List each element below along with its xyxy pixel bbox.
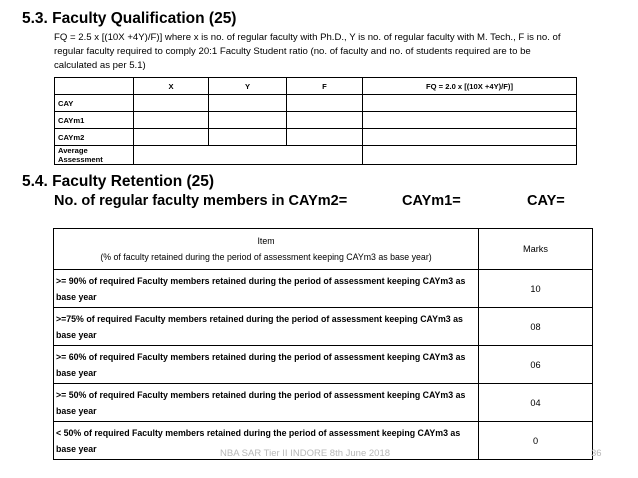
table-cell xyxy=(134,146,363,165)
criterion-cell: < 50% of required Faculty members retained during the period of assessment keeping CAYm3 as base year xyxy=(54,422,479,460)
marks-cell: 04 xyxy=(479,384,593,422)
header-cell: X xyxy=(134,78,209,95)
criterion-cell: >=75% of required Faculty members retained during the period of assessment keeping CAYm3 as base year xyxy=(54,308,479,346)
table-cell xyxy=(209,129,287,146)
table-header-row xyxy=(55,78,577,95)
table-cell xyxy=(209,112,287,129)
header-cell: FQ = 2.0 x [(10X +4Y)/F)] xyxy=(363,78,577,95)
table-row xyxy=(54,346,593,384)
item-subheader: (% of faculty retained during the period of assessment keeping CAYm3 as base year) xyxy=(100,252,432,262)
table-cell xyxy=(287,95,363,112)
table-row xyxy=(55,129,577,146)
criterion-cell: >= 90% of required Faculty members retained during the period of assessment keeping CAYm3 as base year xyxy=(54,270,479,308)
marks-cell: 06 xyxy=(479,346,593,384)
table-cell xyxy=(363,146,577,165)
table-row xyxy=(55,95,577,112)
table-cell xyxy=(134,129,209,146)
cay-label: CAY= xyxy=(527,193,565,209)
row-label: CAYm1 xyxy=(55,112,134,129)
row-label: Average Assessment xyxy=(55,146,134,165)
table-header-row xyxy=(54,229,593,270)
table-cell xyxy=(363,129,577,146)
marks-header: Marks xyxy=(479,229,593,270)
faculty-qualification-table xyxy=(54,77,577,165)
marks-cell: 0 xyxy=(479,422,593,460)
table-cell xyxy=(287,112,363,129)
section-54-title: 5.4. Faculty Retention (25) xyxy=(22,173,215,190)
table-row xyxy=(55,146,577,165)
item-header-cell xyxy=(54,229,479,270)
faculty-retention-table xyxy=(53,228,593,460)
footer-text: NBA SAR Tier II INDORE 8th June 2018 xyxy=(220,448,391,459)
table-cell xyxy=(363,95,577,112)
marks-cell: 08 xyxy=(479,308,593,346)
marks-cell: 10 xyxy=(479,270,593,308)
table-row xyxy=(54,384,593,422)
header-cell: F xyxy=(287,78,363,95)
criterion-cell: >= 50% of required Faculty members retained during the period of assessment keeping CAYm3 as base year xyxy=(54,384,479,422)
row-label: CAY xyxy=(55,95,134,112)
row-label: CAYm2 xyxy=(55,129,134,146)
item-header: Item xyxy=(257,236,275,246)
caym2-label: No. of regular faculty members in CAYm2= xyxy=(54,193,348,209)
table-row xyxy=(54,270,593,308)
table-row xyxy=(55,112,577,129)
table-cell xyxy=(134,112,209,129)
table-cell xyxy=(209,95,287,112)
section-53-title: 5.3. Faculty Qualification (25) xyxy=(22,10,237,27)
table-cell xyxy=(363,112,577,129)
page-number: 36 xyxy=(591,448,602,459)
table-cell xyxy=(134,95,209,112)
table-cell xyxy=(287,129,363,146)
header-cell: Y xyxy=(209,78,287,95)
table-row xyxy=(54,308,593,346)
caym1-label: CAYm1= xyxy=(402,193,461,209)
criterion-cell: >= 60% of required Faculty members retained during the period of assessment keeping CAYm3 as base year xyxy=(54,346,479,384)
header-cell xyxy=(55,78,134,95)
fq-formula-description: FQ = 2.5 x [(10X +4Y)/F)] where x is no. of regular faculty with Ph.D., Y is no. of regular faculty with M. Tech., F is no. of regular faculty required to comply 20:1 Faculty Student ratio (no. of faculty and no. of students required are to be calculated as per 5.1) xyxy=(54,32,561,71)
